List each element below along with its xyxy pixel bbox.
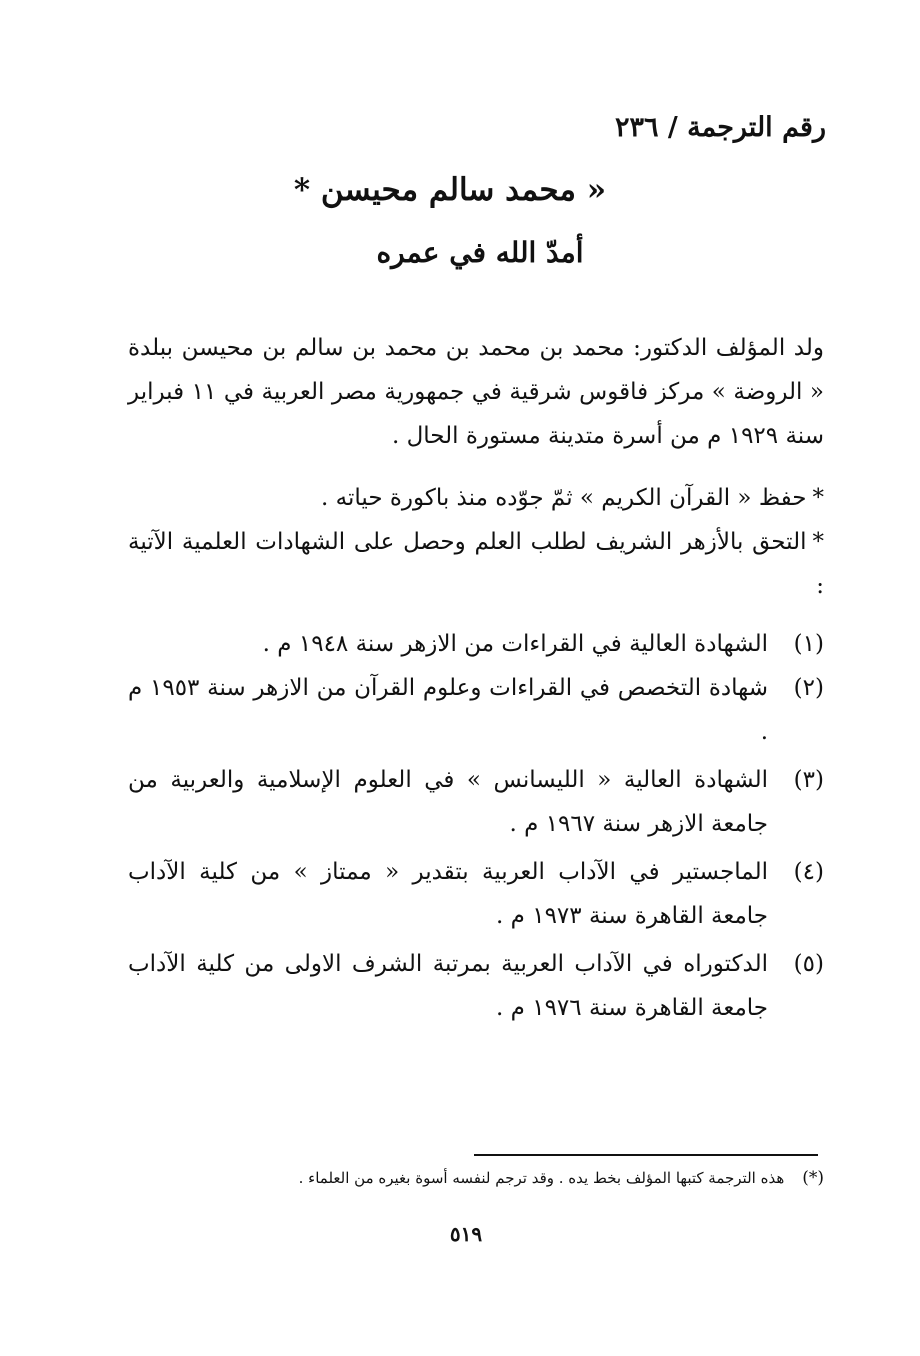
degree-text: الشهادة العالية في القراءات من الازهر سنة ١٩٤٨ م . [262,631,768,657]
degree-number: (٤) [793,859,824,885]
bullet-text: حفظ « القرآن الكريم » ثمّ جوّده منذ باكورة حياته . [321,485,807,511]
degree-number: (٥) [793,951,824,977]
degree-item [128,622,824,666]
page-number: ٥١٩ [449,1222,483,1246]
bullet-text: التحق بالأزهر الشريف لطلب العلم وحصل على الشهادات العلمية الآتية : [128,529,824,599]
degree-number: (٣) [793,767,824,793]
degree-text: شهادة التخصص في القراءات وعلوم القرآن من الازهر سنة ١٩٥٣ م . [128,675,768,745]
degree-number: (٢) [793,675,824,701]
bullet-star-icon: * [812,485,824,511]
degree-item [128,850,824,938]
bullet-item-azhar [128,520,824,608]
footnote-divider [474,1154,818,1156]
biography-number-heading: رقم الترجمة / ٢٣٦ [614,112,826,143]
degree-text: الشهادة العالية « الليسانس » في العلوم الإسلامية والعربية من جامعة الازهر سنة ١٩٦٧ م . [128,767,768,837]
footnote-text: هذه الترجمة كتبها المؤلف بخط يده . وقد ترجم لنفسه أسوة بغيره من العلماء . [298,1169,785,1187]
footnote [100,1166,824,1190]
degrees-list [128,622,824,1034]
degree-item [128,942,824,1030]
degree-number: (١) [793,631,824,657]
footnote-marker: (*) [802,1168,824,1188]
bullet-item-memorization [128,476,824,520]
degree-text: الدكتوراه في الآداب العربية بمرتبة الشرف الاولى من كلية الآداب جامعة القاهرة سنة ١٩٧٦ م . [128,951,768,1021]
degree-item [128,666,824,754]
intro-paragraph: ولد المؤلف الدكتور: محمد بن محمد بن محمد بن سالم بن محيسن ببلدة « الروضة » مركز فاقوس شرقية في جمهورية مصر العربية في ١١ فبراير سنة ١٩٢٩ م من أسرة متدينة مستورة الحال . [128,335,824,449]
degree-item [128,758,824,846]
dua-subtitle: أمدّ الله في عمره [376,236,584,269]
person-name-title: « محمد سالم محيسن * [293,172,607,208]
bullet-star-icon: * [812,529,824,555]
degree-text: الماجستير في الآداب العربية بتقدير « ممتاز » من كلية الآداب جامعة القاهرة سنة ١٩٧٣ م . [128,859,768,929]
